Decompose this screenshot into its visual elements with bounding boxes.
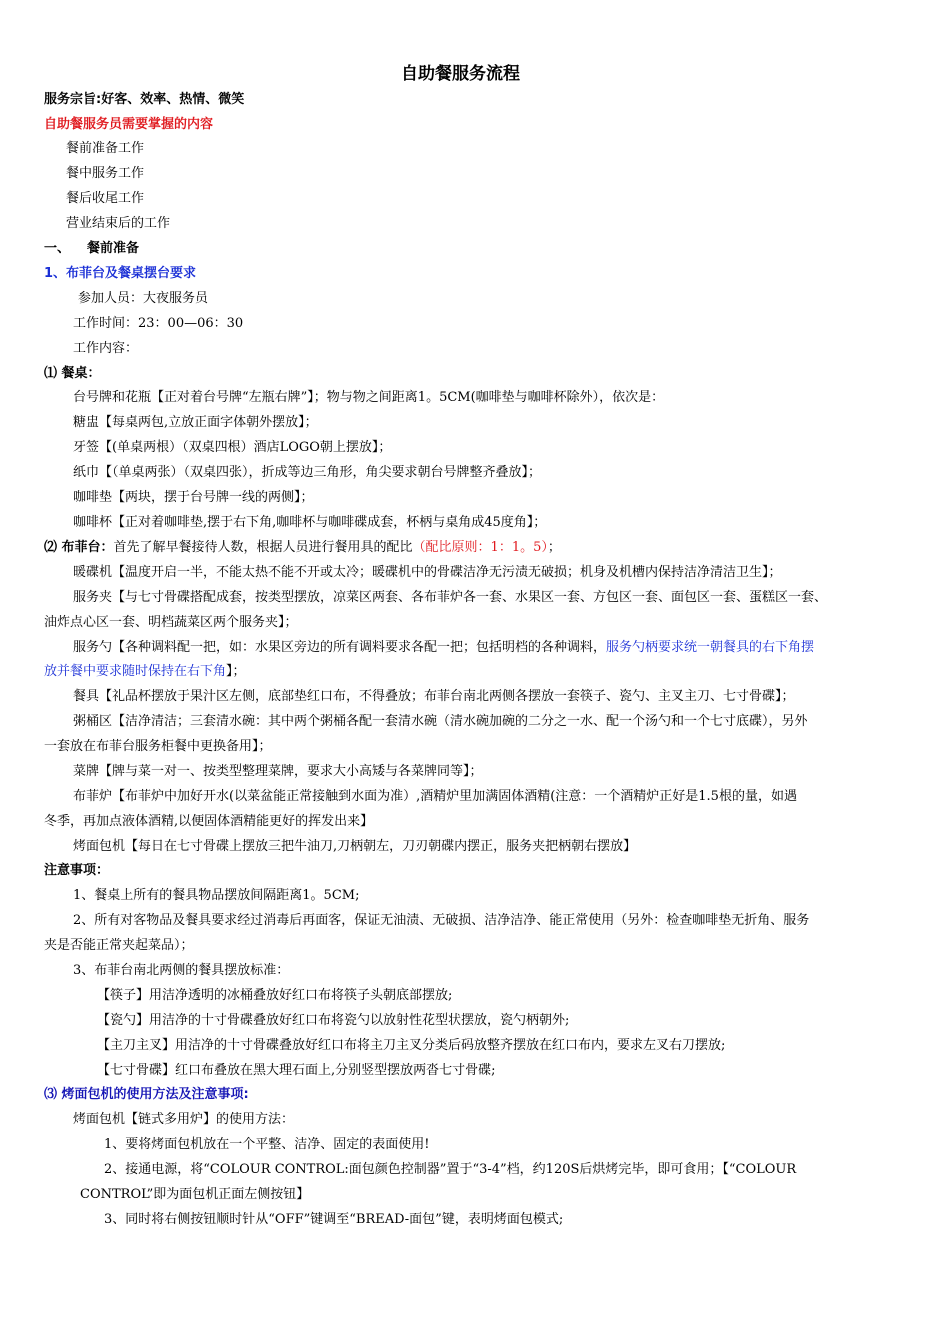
content-label: 工作内容： [73, 341, 139, 356]
note-sub-item: 【筷子】用洁净透明的冰桶叠放好红口布将筷子头朝底部摆放; [97, 988, 453, 1003]
spoon-line [73, 638, 814, 658]
table-item: 糖盅【每桌两包,立放正面字体朝外摆放】； [73, 415, 318, 430]
utensils-line: 餐具【礼品杯摆放于果汁区左侧，底部垫红口布，不得叠放；布菲台南北两侧各摆放一套筷子、瓷勺、主叉主刀、七寸骨碟】； [73, 689, 795, 704]
note-item: 3、布菲台南北两侧的餐具摆放标准： [73, 963, 290, 978]
note-item: 2、所有对客物品及餐具要求经过消毒后再面客，保证无油渍、无破损、洁净洁净、能正常使用（另外：检查咖啡垫无折角、服务 [73, 913, 810, 928]
outline-item: 餐中服务工作 [66, 166, 145, 181]
clip-line: 服务夹【与七寸骨碟搭配成套，按类型摆放，凉菜区两套、各布菲炉各一套、水果区一套、方包区一套、面包区一套、蛋糕区一套、 [73, 590, 828, 605]
note-sub-item: 【七寸骨碟】红口布叠放在黑大理石面上,分别竖型摆放两沓七寸骨碟; [97, 1063, 496, 1078]
subsection-title: 1、布菲台及餐桌摆台要求 [44, 266, 197, 281]
section-title: 餐前准备 [87, 241, 140, 256]
outline-item: 餐后收尾工作 [66, 191, 145, 206]
note-sub-item: 【瓷勺】用洁净的十寸骨碟叠放好红口布将瓷勺以放射性花型状摆放，瓷勺柄朝外; [97, 1013, 570, 1028]
spoon-line [44, 662, 246, 682]
stove-line: 冬季，再加点液体酒精,以便固体酒精能更好的挥发出来】 [44, 814, 374, 829]
spoon-highlight: 服务勺柄要求统一朝餐具的右下角摆 [606, 640, 815, 655]
service-purpose: 服务宗旨:好客、效率、热情、微笑 [44, 92, 245, 107]
table-item: 纸巾【（单桌两张）（双桌四张），折成等边三角形，角尖要求朝台号牌整齐叠放】； [73, 465, 542, 480]
outline-item: 餐前准备工作 [66, 141, 145, 156]
toaster-step: 1、要将烤面包机放在一个平整、洁净、固定的表面使用! [104, 1137, 430, 1152]
spoon-text: 服务勺【各种调料配一把，如：水果区旁边的所有调料要求各配一把；包括明档的各种调料， [73, 640, 607, 655]
spoon-highlight: 放并餐中要求随时保持在右下角 [44, 664, 227, 679]
table-item: 咖啡杯【正对着咖啡垫,摆于右下角,咖啡杯与咖啡碟成套，杯柄与桌角成45度角】； [73, 515, 547, 530]
buffet-intro: 首先了解早餐接待人数，根据人员进行餐用具的配比 [113, 540, 413, 555]
spoon-text: 】； [226, 664, 246, 679]
table-item: 牙签【(单桌两根）（双桌四根）酒店LOGO朝上摆放】； [73, 440, 392, 455]
page-title: 自助餐服务流程 [401, 64, 520, 84]
buffet-ratio-end: ； [547, 540, 561, 555]
toaster-heading: ⑶ 烤面包机的使用方法及注意事项: [44, 1087, 249, 1102]
menu-line: 菜牌【牌与菜一对一、按类型整理菜牌，要求大小高矮与各菜牌同等】； [73, 764, 483, 779]
clip-line: 油炸点心区一套、明档蔬菜区两个服务夹】； [44, 615, 298, 630]
table-item: 咖啡垫【两块，摆于台号牌一线的两侧】； [73, 490, 314, 505]
congee-line: 粥桶区【洁净清洁；三套清水碗：其中两个粥桶各配一套清水碗（清水碗加碗的二分之一水、配一个汤勺和一个七寸底碟），另外 [73, 714, 808, 729]
warmer-line: 暖碟机【温度开启一半，不能太热不能不开或太冷；暖碟机中的骨碟洁净无污渍无破损；机身及机槽内保持洁净清洁卫生】； [73, 565, 782, 580]
notes-label: 注意事项： [44, 863, 110, 878]
toaster-step: 3、同时将右侧按钮顺时针从“OFF”键调至“BREAD-面包”键，表明烤面包模式; [104, 1212, 564, 1227]
buffet-label: ⑵ 布菲台： [44, 540, 114, 555]
note-item: 1、餐桌上所有的餐具物品摆放间隔距离1。5CM; [73, 888, 360, 903]
table-label: ⑴ 餐桌： [44, 366, 101, 381]
table-item: 台号牌和花瓶【正对着台号牌“左瓶右牌”】；物与物之间距离1。5CM(咖啡垫与咖啡杯除外），依次是： [73, 390, 665, 405]
section-number: 一、 [44, 241, 71, 256]
toaster-step: 2、接通电源，将“COLOUR CONTROL:面包颜色控制器”置于“3-4”档，约120S后烘烤完毕，即可食用；【“COLOUR [104, 1162, 797, 1177]
must-know-heading: 自助餐服务员需要掌握的内容 [44, 117, 214, 132]
toaster-step: CONTROL”即为面包机正面左侧按钮】 [80, 1187, 310, 1202]
bread-clip-line: 烤面包机【每日在七寸骨碟上摆放三把牛油刀,刀柄朝左，刀刃朝碟内摆正，服务夹把柄朝右摆放】 [73, 839, 637, 854]
outline-item: 营业结束后的工作 [66, 216, 171, 231]
time-line: 工作时间：23：00—06：30 [73, 316, 244, 331]
note-sub-item: 【主刀主叉】用洁净的十寸骨碟叠放好红口布将主刀主叉分类后码放整齐摆放在红口布内，要求左叉右刀摆放; [97, 1038, 726, 1053]
staff-line: 参加人员：大夜服务员 [78, 291, 209, 306]
buffet-line [44, 538, 561, 558]
congee-line: 一套放在布菲台服务柜餐中更换备用】； [44, 739, 272, 754]
toaster-intro: 烤面包机【链式多用炉】的使用方法： [73, 1112, 295, 1127]
note-item: 夹是否能正常夹起菜品）； [44, 938, 194, 953]
buffet-ratio: （配比原则：1：1。5） [412, 540, 548, 555]
stove-line: 布菲炉【布菲炉中加好开水(以菜盆能正常接触到水面为准）,酒精炉里加满固体酒精(注意：一个酒精炉正好是1.5根的量，如遇 [73, 789, 797, 804]
